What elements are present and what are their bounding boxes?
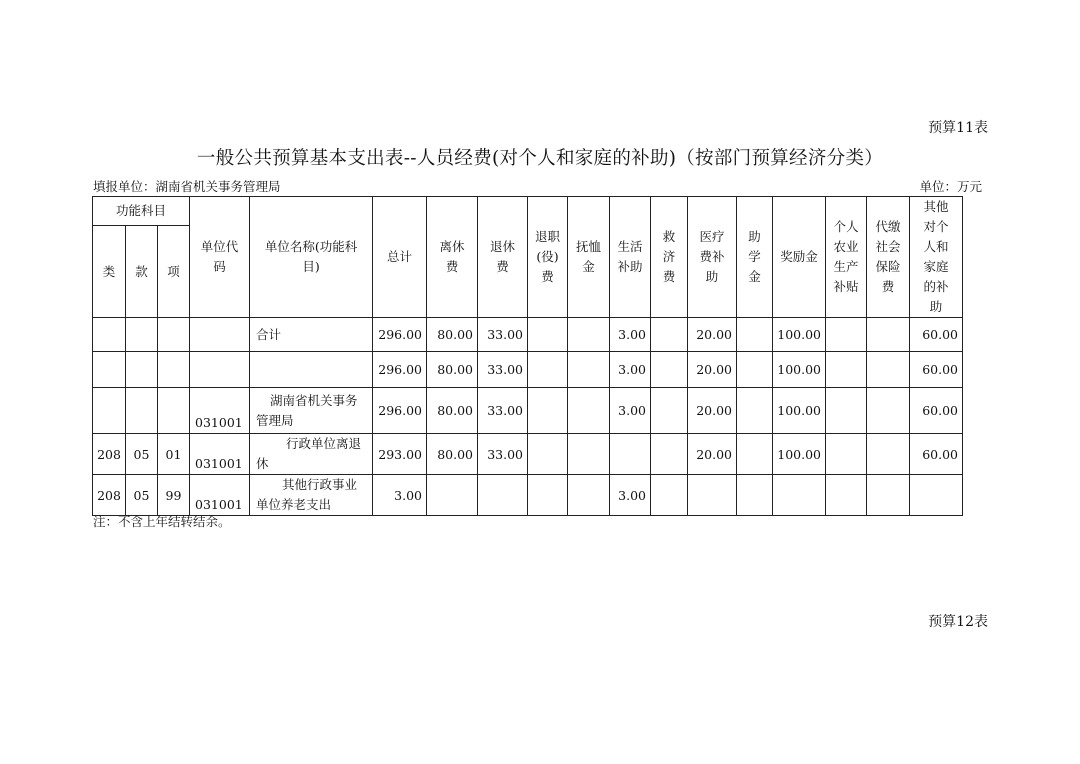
header-agri-subsidy: 个人 农业 生产 补贴: [826, 197, 867, 318]
cell-xiang: [158, 318, 190, 352]
filler-unit: 填报单位：湖南省机关事务管理局: [93, 179, 281, 194]
cell-jiangli: 100.00: [773, 352, 826, 388]
cell-fuxu: [568, 388, 610, 434]
cell-fuxu: [568, 318, 610, 352]
cell-zhuxue: [737, 318, 773, 352]
table-row: [93, 352, 963, 388]
cell-nongye: [826, 318, 867, 352]
cell-lixiu: 80.00: [427, 352, 478, 388]
cell-nongye: [826, 434, 867, 475]
cell-jiuji: [651, 434, 688, 475]
cell-zhuxue: [737, 475, 773, 516]
table-row: [93, 388, 963, 434]
cell-nongye: [826, 388, 867, 434]
header-living-subsidy: 生活 补助: [610, 197, 651, 318]
cell-shenghuo: 3.00: [610, 318, 651, 352]
cell-qita: 60.00: [910, 318, 963, 352]
cell-qita: [910, 475, 963, 516]
cell-kuan: [126, 352, 158, 388]
cell-kuan: [126, 318, 158, 352]
header-medical: 医疗 费补 助: [688, 197, 737, 318]
cell-yiliao: 20.00: [688, 434, 737, 475]
cell-kuan: [126, 388, 158, 434]
header-retire-lixiu: 离休 费: [427, 197, 478, 318]
cell-nongye: [826, 475, 867, 516]
cell-jiuji: [651, 388, 688, 434]
cell-jiuji: [651, 475, 688, 516]
cell-jiangli: 100.00: [773, 434, 826, 475]
header-retire-military: 退职 (役) 费: [528, 197, 568, 318]
cell-xiang: 99: [158, 475, 190, 516]
cell-yiliao: 20.00: [688, 352, 737, 388]
table-row: [93, 434, 963, 475]
cell-xiang: [158, 388, 190, 434]
cell-shenghuo: [610, 434, 651, 475]
cell-qita: 60.00: [910, 388, 963, 434]
cell-lixiu: 80.00: [427, 388, 478, 434]
cell-tuizhi: [528, 352, 568, 388]
cell-jiangli: [773, 475, 826, 516]
cell-tuizhi: [528, 388, 568, 434]
cell-nongye: [826, 352, 867, 388]
cell-lei: 208: [93, 475, 126, 516]
header-lei: 类: [93, 226, 126, 318]
cell-code: 031001: [190, 475, 250, 516]
cell-tuixiu: 33.00: [478, 388, 528, 434]
cell-code: 031001: [190, 434, 250, 475]
cell-total: 3.00: [373, 475, 427, 516]
cell-total: 296.00: [373, 318, 427, 352]
unit-label: 单位：万元: [919, 179, 982, 194]
cell-xiang: [158, 352, 190, 388]
header-xiang: 项: [158, 226, 190, 318]
header-scholarship: 助 学 金: [737, 197, 773, 318]
cell-yiliao: [688, 475, 737, 516]
cell-shebao: [867, 352, 910, 388]
cell-total: 296.00: [373, 388, 427, 434]
cell-shebao: [867, 475, 910, 516]
cell-tuixiu: 33.00: [478, 352, 528, 388]
cell-lixiu: 80.00: [427, 318, 478, 352]
cell-total: 293.00: [373, 434, 427, 475]
cell-yiliao: 20.00: [688, 318, 737, 352]
cell-tuixiu: 33.00: [478, 318, 528, 352]
cell-zhuxue: [737, 388, 773, 434]
cell-fuxu: [568, 475, 610, 516]
header-bonus: 奖励金: [773, 197, 826, 318]
cell-jiuji: [651, 318, 688, 352]
cell-name: 湖南省机关事务 管理局: [250, 388, 373, 434]
cell-tuizhi: [528, 434, 568, 475]
cell-name: 行政单位离退 休: [250, 434, 373, 475]
cell-tuizhi: [528, 318, 568, 352]
cell-code: [190, 352, 250, 388]
table-row: [93, 318, 963, 352]
cell-name: [250, 352, 373, 388]
cell-tuixiu: [478, 475, 528, 516]
footnote: 注：不含上年结转结余。: [93, 514, 231, 529]
cell-name: 其他行政事业 单位养老支出: [250, 475, 373, 516]
cell-total: 296.00: [373, 352, 427, 388]
cell-shenghuo: 3.00: [610, 352, 651, 388]
header-total: 总计: [373, 197, 427, 318]
cell-name: 合计: [250, 318, 373, 352]
cell-lixiu: [427, 475, 478, 516]
cell-fuxu: [568, 352, 610, 388]
cell-lei: 208: [93, 434, 126, 475]
cell-fuxu: [568, 434, 610, 475]
header-unit-name: 单位名称(功能科 目): [250, 197, 373, 318]
cell-shebao: [867, 388, 910, 434]
page-title: 一般公共预算基本支出表--人员经费(对个人和家庭的补助)（按部门预算经济分类）: [196, 148, 884, 169]
cell-zhuxue: [737, 352, 773, 388]
cell-code: 031001: [190, 388, 250, 434]
cell-lei: [93, 318, 126, 352]
cell-tuizhi: [528, 475, 568, 516]
cell-shebao: [867, 318, 910, 352]
cell-shenghuo: 3.00: [610, 475, 651, 516]
cell-shenghuo: 3.00: [610, 388, 651, 434]
cell-qita: 60.00: [910, 434, 963, 475]
cell-jiuji: [651, 352, 688, 388]
table-number-top: 预算11表: [928, 120, 988, 136]
header-retire-tuixiu: 退休 费: [478, 197, 528, 318]
header-relief: 救 济 费: [651, 197, 688, 318]
cell-zhuxue: [737, 434, 773, 475]
cell-kuan: 05: [126, 434, 158, 475]
header-kuan: 款: [126, 226, 158, 318]
cell-tuixiu: 33.00: [478, 434, 528, 475]
cell-code: [190, 318, 250, 352]
cell-lixiu: 80.00: [427, 434, 478, 475]
header-unit-code: 单位代 码: [190, 197, 250, 318]
cell-lei: [93, 352, 126, 388]
cell-lei: [93, 388, 126, 434]
table-number-bottom: 预算12表: [928, 614, 988, 630]
cell-xiang: 01: [158, 434, 190, 475]
cell-kuan: 05: [126, 475, 158, 516]
cell-jiangli: 100.00: [773, 318, 826, 352]
table-row: [93, 475, 963, 516]
cell-jiangli: 100.00: [773, 388, 826, 434]
cell-yiliao: 20.00: [688, 388, 737, 434]
cell-qita: 60.00: [910, 352, 963, 388]
header-function-subject: 功能科目: [93, 197, 190, 226]
header-social-insurance: 代缴 社会 保险 费: [867, 197, 910, 318]
header-pension: 抚恤 金: [568, 197, 610, 318]
budget-table: [92, 196, 963, 516]
cell-shebao: [867, 434, 910, 475]
header-other-subsidy: 其他 对个 人和 家庭 的补 助: [910, 197, 963, 318]
